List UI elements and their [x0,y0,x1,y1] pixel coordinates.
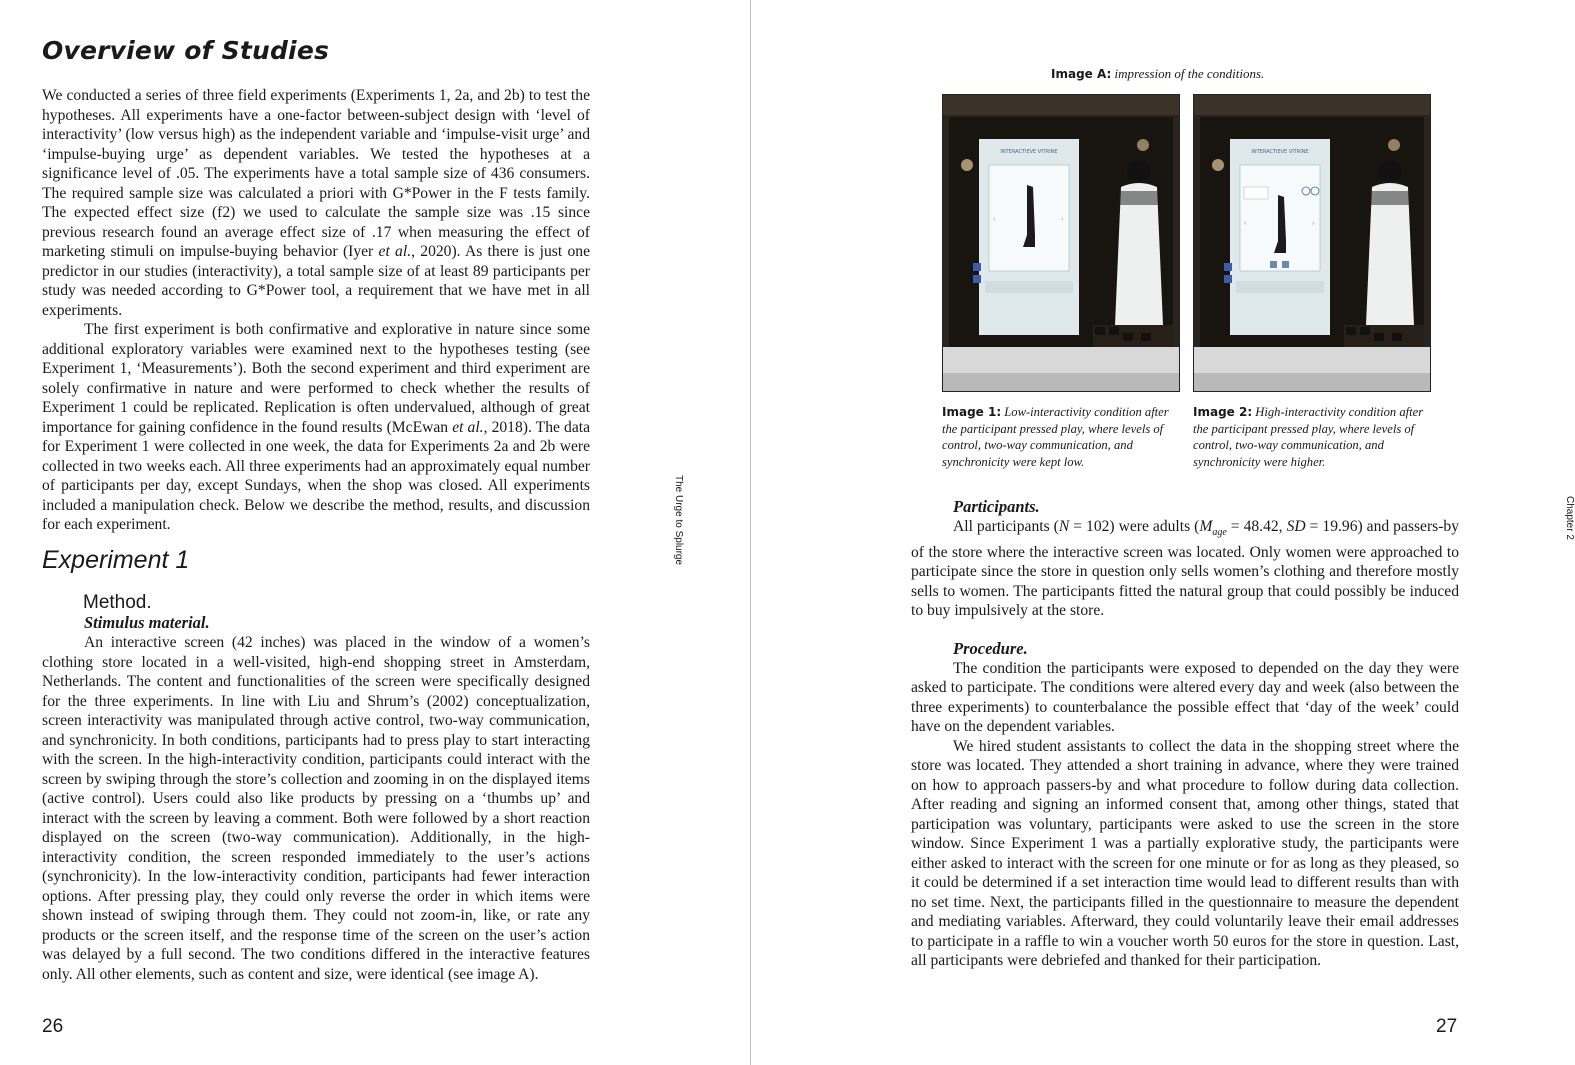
stimulus-paragraph: An interactive screen (42 inches) was placed in the window of a women’s clothing store located in a well-visited, high-end shopping street in Amsterdam, Netherlands. The content and functionalities of the screen were specifically designed for the three experiments. In line with Liu and Shrum’s (2002) conceptualization, screen interactivity was manipulated through active control, two-way communication, and synchronicity. In both conditions, participants had to press play to start interacting with the screen. In the high-interactivity condition, participants could interact with the screen by swiping through the store’s collection and zooming in on the displayed items (active control). Users could also like products by pressing on a ‘thumbs up’ and interact with the screen by leaving a comment. Both were followed by a short reaction displayed on the screen (two-way communication). Additionally, in the high-interactivity condition, the screen responded immediately to the user’s actions (synchronicity). In the low-interactivity condition, participants had fewer interaction options. After pressing play, they could only reverse the order in which items were shown instead of swiping through them. They could not zoom-in, like, or rate any products or the screen itself, and the response time of the screen on the user’s action was delayed by a full second. The two conditions differed in the interactive features only. All other elements, such as content and size, were identical (see image A). [42,634,590,983]
screen-title-text: INTERACTIEVE VITRINE [1251,149,1309,155]
overview-section [42,86,590,535]
overview-heading: Overview of Studies [42,36,330,65]
procedure-paragraph-2: We hired student assistants to collect the data in the shopping street where the store was located. They attended a short training in advance, where they were trained on how to approach passers-by and what procedure to follow during data collection. After reading and signing an informed consent that, among other things, stated that participation was voluntary, participants were asked to use the screen in the store window. Since Experiment 1 was a partially explorative study, the participants were either asked to interact with the screen for one minute or for as long as they pleased, so it could be determined if a set interaction time would lead to different results than with no set time. Next, the participants filled in the questionnaire to measure the dependent and mediating variables. Afterward, they could voluntarily leave their email addresses to participate in a raffle to win a voucher worth 50 euros for the store in question. Last, all participants were debriefed and thanked for their participation. [911,737,1459,970]
stimulus-heading: Stimulus material. [84,613,210,632]
svg-text:‹: ‹ [1244,219,1247,227]
page-number-right: 27 [1436,1016,1458,1037]
caption-image-2: Image 2: High-interactivity condition after the participant pressed play, where levels of control, two-way communication, and synchronicity were higher. [1193,405,1424,469]
procedure-heading: Procedure. [953,638,1028,658]
screen-title-text: INTERACTIEVE VITRINE [1000,149,1058,155]
left-page [0,0,750,1065]
svg-text:‹: ‹ [993,215,996,223]
running-title: The Urge to Splurge [673,475,684,566]
high-interactivity-photo [1193,94,1431,392]
svg-text:›: › [1312,219,1315,227]
method-heading: Method. [83,592,152,613]
participants-paragraph: All participants (N = 102) were adults ($M_{age} = 48.42$, SD = 19.96) and passers-by of the store where the interactive screen was located. Only women were approached to participate since the store in question only sells women’s clothing and therefore mostly sells to women. The participants fitted the natural group that could possibly be induced to buy impulsively at the store. [911,518,1460,620]
participants-procedure-section [911,497,1459,971]
page-number-left: 26 [42,1016,64,1037]
participants-heading: Participants. [953,497,1040,516]
stimulus-section [42,613,590,984]
caption-image-1: Image 1: Low-interactivity condition after the participant pressed play, where levels of control, two-way communication, and synchronicity were kept low. [942,405,1169,469]
procedure-paragraph-1: The condition the participants were exposed to depended on the day they were asked to participate. The conditions were altered every day and week (also between the three experiments) to counterbalance the possible effect that ‘day of the week’ could have on the dependent variables. [911,659,1459,736]
figure-label: Image A: impression of the conditions. [1051,66,1265,81]
overview-paragraph-1: We conducted a series of three field experiments (Experiments 1, 2a, and 2b) to test the hypotheses. All experiments have a one-factor between-subject design with ‘level of interactivity’ (low versus high) as the independent variable and ‘impulse-visit urge’ and ‘impulse-buying urge’ as dependent variables. We tested the hypotheses at a significance level of .05. The experiments have a total sample size of 436 consumers. The required sample size was calculated a priori with G*Power in the F tests family. The expected effect size (f2) we used to calculate the sample size was .15 since previous research found an average effect size of .17 when measuring the effect of marketing stimuli on impulse-buying behavior (Iyer et al., 2020). As there is just one predictor in our studies (interactivity), a total sample size of at least 89 participants per study was needed according to G*Power tool, a requirement that we have met in all experiments. [42,87,590,319]
right-page [751,0,1575,1065]
running-chapter: Chapter 2 [1564,496,1575,540]
low-interactivity-photo [942,94,1180,392]
experiment-1-heading: Experiment 1 [42,546,190,574]
overview-paragraph-2: The first experiment is both confirmative and explorative in nature since some additional exploratory variables were examined next to the hypotheses testing (see Experiment 1, ‘Measurements’). Both the second experiment and third experiment are solely confirmative in nature and were performed to check whether the results of Experiment 1 could be replicated. Replication is often undervalued, although of great importance for gaining confidence in the found results (McEwan et al., 2018). The data for Experiment 1 were collected in one week, the data for Experiments 2a and 2b were collected in two weeks each. All three experiments had an approximately equal number of participants per day, except Sundays, when the shop was closed. All experiments included a manipulation check. Below we describe the method, results, and discussion for each experiment. [42,321,590,533]
svg-text:›: › [1061,215,1064,223]
